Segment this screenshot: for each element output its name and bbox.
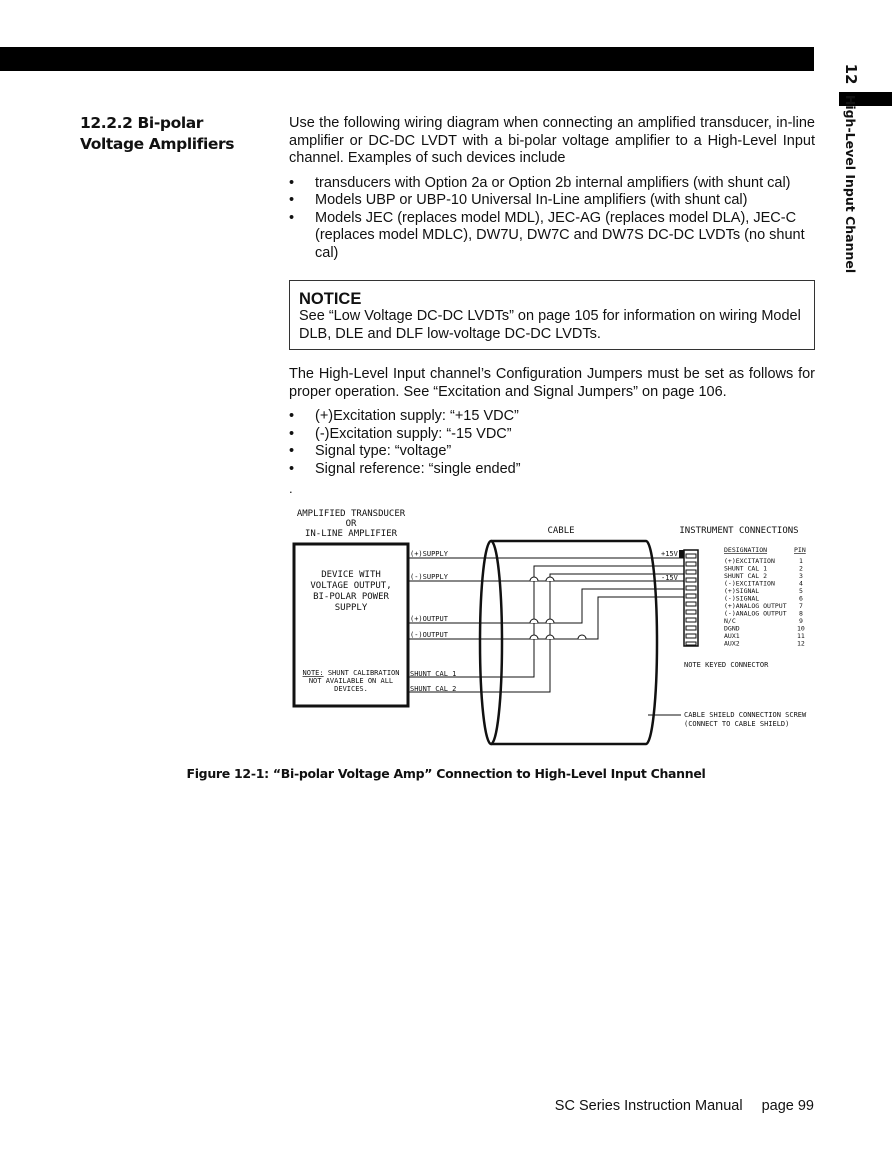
trailing-dot: . [289,481,293,496]
connector-pin [686,586,696,590]
list-item: • Signal reference: “single ended” [289,461,815,479]
connector-pin [686,570,696,574]
device-box-line: BI-POLAR POWER [313,592,389,602]
instrument-label: INSTRUMENT CONNECTIONS [679,526,799,536]
device-note-text: SHUNT CALIBRATION [323,669,400,677]
device-note-line: DEVICES. [334,685,368,693]
wire-plus-output [408,589,684,623]
pin-name: AUX1 [724,632,740,640]
connector-key [679,550,684,558]
list-item: • transducers with Option 2a or Option 2b internal amplifiers (with shunt cal) [289,175,815,193]
notice-box [289,280,815,350]
device-box-line: DEVICE WITH [321,570,381,580]
wire-label: (-)SUPPLY [410,573,448,581]
wire-label: SHUNT CAL 2 [410,685,457,693]
list-item: • (+)Excitation supply: “+15 VDC” [289,408,815,426]
footer-page-number: page 99 [761,1098,814,1114]
connector-pin [686,618,696,622]
config-paragraph: The High-Level Input channel’s Configuration Jumpers must be set as follows for proper operation. See “Excitation and Signal Jumpers” on page 106. [289,366,815,400]
pin-number: 5 [799,587,803,595]
supply-label: -15V [661,574,678,582]
wiring-diagram [286,504,818,750]
device-heading-line: IN-LINE AMPLIFIER [304,529,398,539]
wire-label: (+)OUTPUT [410,615,448,623]
list-item: • Models JEC (replaces model MDL), JEC-AG (replaces model DLA), JEC-C (replaces model MDLC), DW7U, DW7C and DW7S DC-DC LVDTs (no shunt cal) [289,210,815,263]
connector-pin [686,594,696,598]
pin-name: N/C [724,617,736,625]
notice-title: NOTICE [299,290,362,308]
pin-number: 4 [799,579,803,588]
pin-name: (+)ANALOG OUTPUT [724,602,787,610]
cable-end [646,541,657,744]
pin-name: SHUNT CAL 2 [724,572,768,580]
device-box-line: VOLTAGE OUTPUT, [310,581,392,591]
connector-pin [686,554,696,558]
pin-number: 9 [799,617,803,625]
header-bar [0,47,814,71]
connector-pin [686,634,696,638]
cable-end [480,541,502,744]
pin-name: (-)EXCITATION [724,579,775,588]
pin-number: 6 [799,594,803,603]
intro-paragraph: Use the following wiring diagram when connecting an amplified transducer, in-line amplifier or DC-DC LVDT with a bi-polar voltage amplifier to a High-Level Input channel. Examples of such devices include [289,115,815,166]
pin-header-designation: DESIGNATION [724,546,768,554]
wire-crossover [530,635,538,639]
pin-name: AUX2 [724,639,740,648]
pin-name: (+)EXCITATION [724,557,775,565]
pin-table [724,557,805,648]
connector-pin [686,562,696,566]
pin-number: 2 [799,564,803,573]
pin-name: (-)SIGNAL [724,594,760,603]
wire-crossover [546,577,554,581]
intro-bullet-list [289,175,815,263]
connector-pin [686,602,696,606]
pin-number: 1 [799,557,803,565]
device-heading-line: AMPLIFIED TRANSDUCER [296,509,406,519]
wire-label: (-)OUTPUT [410,631,448,639]
chapter-number: 12 [842,63,860,85]
pin-name: SHUNT CAL 1 [724,564,768,573]
pin-name: DGND [724,624,740,633]
chapter-title: High-Level Input Channel [843,94,858,274]
connector-pin [686,626,696,630]
notice-text: See “Low Voltage DC-DC LVDTs” on page 105 for information on wiring Model DLB, DLE and DLF low-voltage DC-DC LVDTs. [299,308,801,342]
device-note-label: NOTE: [302,669,324,677]
wire-crossover [530,577,538,581]
shield-note-line: CABLE SHIELD CONNECTION SCREW [684,711,807,719]
connector-pin [686,610,696,614]
list-item: • (-)Excitation supply: “-15 VDC” [289,426,815,444]
figure-caption: Figure 12-1: “Bi-polar Voltage Amp” Connection to High-Level Input Channel [186,766,706,781]
config-bullet-list [289,408,815,478]
device-heading-line: OR [345,519,357,529]
keyed-connector-note: NOTE KEYED CONNECTOR [684,661,769,669]
section-heading: 12.2.2 Bi-polar Voltage Amplifiers [80,114,235,153]
wire-label: SHUNT CAL 1 [410,670,457,678]
pin-number: 11 [797,632,805,640]
connector-pin [686,642,696,645]
pin-name: (-)ANALOG OUTPUT [724,609,787,618]
config-block [289,366,815,478]
device-note-line [303,669,400,677]
pin-name: (+)SIGNAL [724,587,760,595]
pin-number: 10 [797,624,805,633]
pin-number: 12 [797,639,805,648]
intro-block [289,115,815,262]
device-note-line: NOT AVAILABLE ON ALL [308,677,394,685]
device-box-line: SUPPLY [334,603,368,613]
wire-minus-output [408,597,684,639]
pin-number: 7 [799,602,803,610]
pin-header-pin: PIN [794,546,806,554]
page-footer [0,1098,814,1114]
wire-crossover [578,635,586,639]
supply-label: +15V [661,550,678,558]
wire-crossover [530,619,538,623]
pin-number: 8 [799,609,803,618]
list-item: • Signal type: “voltage” [289,443,815,461]
wire-label: (+)SUPPLY [410,550,448,558]
connector-pin [686,578,696,582]
footer-manual: SC Series Instruction Manual [554,1098,743,1114]
wire-crossover [546,635,554,639]
list-item: • Models UBP or UBP-10 Universal In-Line amplifiers (with shunt cal) [289,192,815,210]
wire-crossovers [530,577,586,639]
shield-note-line: (CONNECT TO CABLE SHIELD) [684,720,790,728]
wire-crossover [546,619,554,623]
pin-number: 3 [799,572,803,580]
cable-label: CABLE [547,526,575,536]
